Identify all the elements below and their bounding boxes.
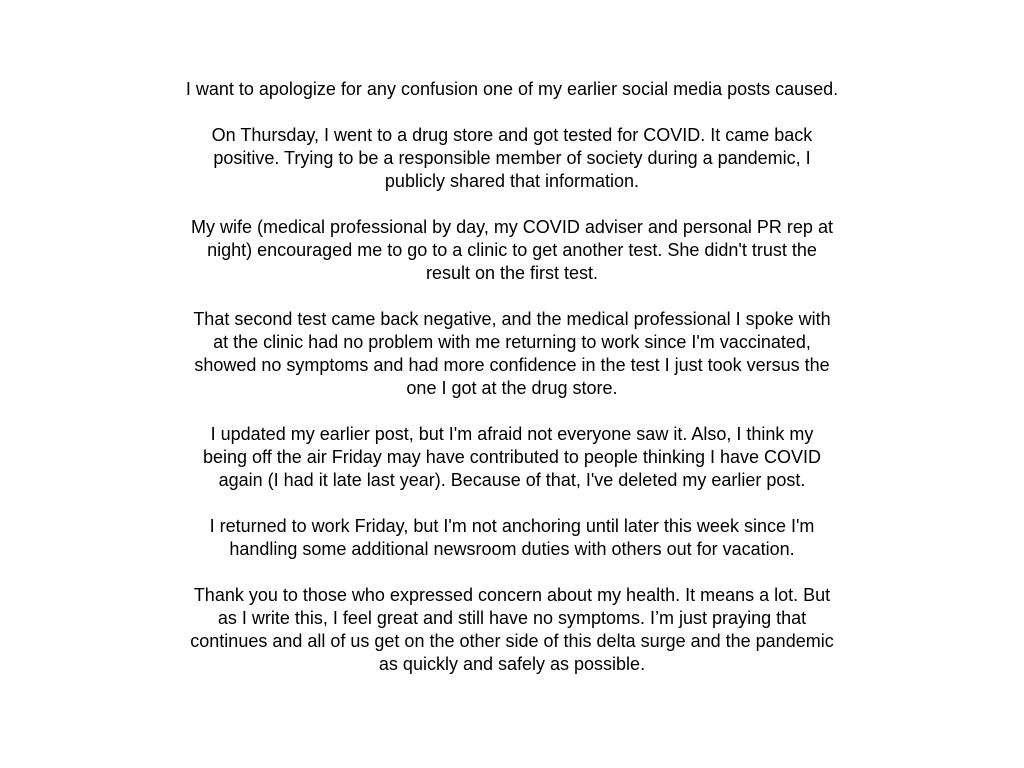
statement-text	[162, 78, 862, 676]
paragraph-wife-advice: My wife (medical professional by day, my COVID adviser and personal PR rep at night) encouraged me to go to a clinic to get another test. She didn't trust the result on the first test.	[191, 217, 833, 283]
paragraph-apology: I want to apologize for any confusion one of my earlier social media posts caused.	[185, 79, 839, 99]
paragraph-post-update: I updated my earlier post, but I'm afraid not everyone saw it. Also, I think my being off the air Friday may have contributed to people thinking I have COVID again (I had it late last year). Because of that, I've deleted my earlier post.	[202, 424, 822, 490]
paragraph-first-test: On Thursday, I went to a drug store and got tested for COVID. It came back positive. Trying to be a responsible member of society during a pandemic, I publicly shared that information.	[211, 125, 813, 191]
paragraph-second-test: That second test came back negative, and the medical professional I spoke with at the clinic had no problem with me returning to work since I'm vaccinated, showed no symptoms and had more confidence in the test I just took versus the one I got at the drug store.	[193, 309, 831, 398]
paragraph-thanks: Thank you to those who expressed concern about my health. It means a lot. But as I write this, I feel great and still have no symptoms. I’m just praying that continues and all of us get on the other side of this delta surge and the pandemic as quickly and safely as possible.	[190, 585, 834, 674]
paragraph-return-to-work: I returned to work Friday, but I'm not anchoring until later this week since I'm handling some additional newsroom duties with others out for vacation.	[209, 516, 815, 559]
